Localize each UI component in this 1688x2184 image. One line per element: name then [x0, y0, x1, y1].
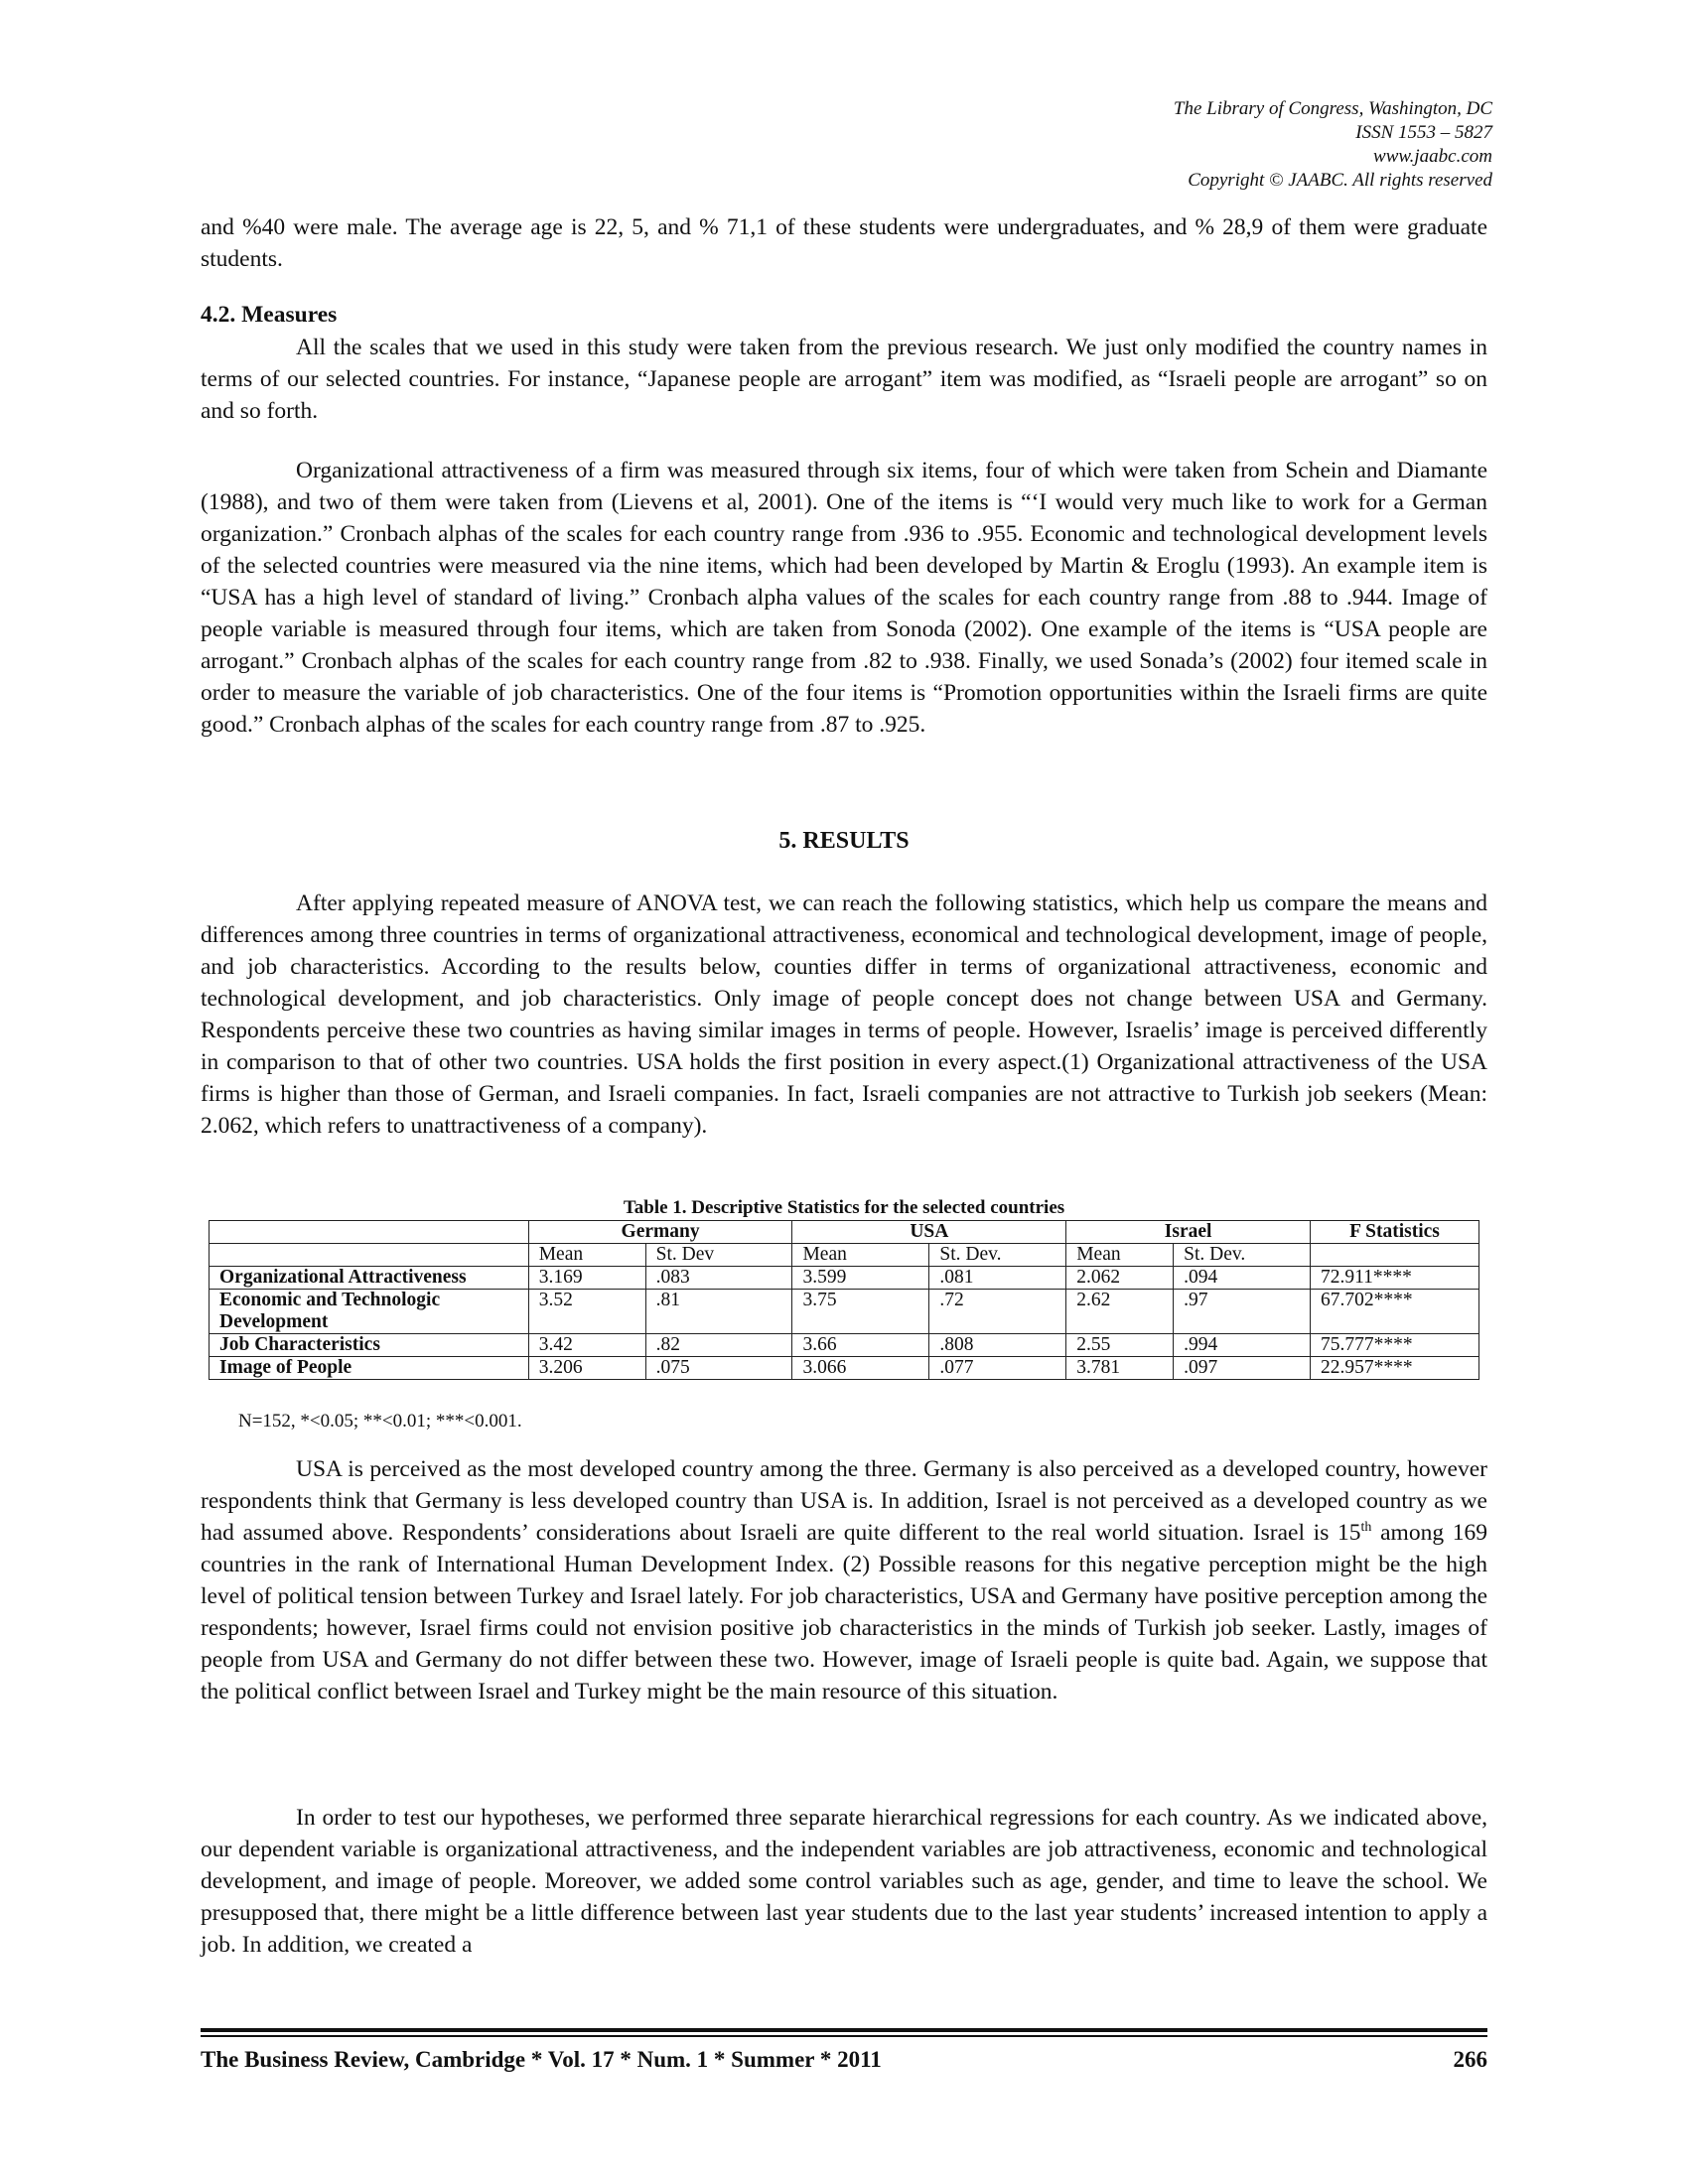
table-row-label: Economic and Technologic Development — [210, 1290, 529, 1334]
paragraph-intro-continued: and %40 were male. The average age is 22, 5, and % 71,1 of these students were undergraduates, and % 28,9 of them were graduate students. — [201, 214, 1487, 272]
header-publisher: The Library of Congress, Washington, DC — [1173, 98, 1492, 119]
table-cell: 75.777**** — [1311, 1334, 1479, 1357]
footer-rule-thick — [201, 2028, 1487, 2032]
table-cell: .075 — [645, 1357, 792, 1380]
footer-journal-info: The Business Review, Cambridge * Vol. 17 * Num. 1 * Summer * 2011 — [201, 2047, 882, 2072]
table-cell: .094 — [1174, 1267, 1311, 1290]
table-cell: .82 — [645, 1334, 792, 1357]
table-cell: 72.911**** — [1311, 1267, 1479, 1290]
table-cell: .72 — [929, 1290, 1066, 1334]
footer-rule-thin — [201, 2035, 1487, 2037]
table-subheader: Mean — [528, 1244, 645, 1267]
table-cell: .081 — [929, 1267, 1066, 1290]
table-group-germany: Germany — [528, 1221, 792, 1244]
header-issn: ISSN 1553 – 5827 — [1355, 122, 1492, 143]
table-group-israel: Israel — [1066, 1221, 1311, 1244]
header-copyright: Copyright © JAABC. All rights reserved — [1188, 170, 1492, 191]
table-row-label: Organizational Attractiveness — [210, 1267, 529, 1290]
table-group-f-statistics: F Statistics — [1311, 1221, 1479, 1244]
table-group-usa: USA — [792, 1221, 1066, 1244]
paragraph-results-1: After applying repeated measure of ANOVA test, we can reach the following statistics, which help us compare the means and differences among three countries in terms of organizational attractiveness, economical and technological development, image of people, and job characteristics. According to the results below, counties differ in terms of organizational attractiveness, economic and technological development, and job characteristics. Only image of people concept does not change between USA and Germany. Respondents perceive these two countries as having similar images in terms of people. However, Israelis’ image is perceived differently in comparison to that of other two countries. USA holds the first position in every aspect.(1) Organizational attractiveness of the USA firms is higher than those of German, and Israeli companies. In fact, Israeli companies are not attractive to Turkish job seekers (Mean: 2.062, which refers to unattractiveness of a company). — [201, 890, 1487, 1139]
table-cell: 3.599 — [792, 1267, 929, 1290]
table-row-label: Job Characteristics — [210, 1334, 529, 1357]
table-group-header-row — [210, 1221, 1479, 1244]
table-row — [210, 1334, 1479, 1357]
table-cell: 3.781 — [1066, 1357, 1174, 1380]
table-subheader: Mean — [792, 1244, 929, 1267]
table-cell: 67.702**** — [1311, 1290, 1479, 1334]
table-cell: 2.062 — [1066, 1267, 1174, 1290]
descriptive-statistics-table — [209, 1220, 1479, 1380]
section-heading-results: 5. RESULTS — [778, 828, 910, 854]
table-subheader: St. Dev — [645, 1244, 792, 1267]
table-cell: .81 — [645, 1290, 792, 1334]
table-cell: 22.957**** — [1311, 1357, 1479, 1380]
table-cell: .077 — [929, 1357, 1066, 1380]
table-cell: 3.75 — [792, 1290, 929, 1334]
table-cell: 2.62 — [1066, 1290, 1174, 1334]
table-cell: .97 — [1174, 1290, 1311, 1334]
table-cell: 2.55 — [1066, 1334, 1174, 1357]
paragraph-results-3: In order to test our hypotheses, we performed three separate hierarchical regressions for each country. As we indicated above, our dependent variable is organizational attractiveness, and the independent variables are job attractiveness, economic and technological development, and image of people. Moreover, we added some control variables such as age, gender, and time to leave the school. We presupposed that, there might be a little difference between last year students due to the last year students’ increased intention to apply a job. In addition, we created a — [201, 1805, 1487, 1958]
table-row-label: Image of People — [210, 1357, 529, 1380]
table-subheader: St. Dev. — [1174, 1244, 1311, 1267]
paragraph-measures-1: All the scales that we used in this study were taken from the previous research. We just only modified the country names in terms of our selected countries. For instance, “Japanese people are arrogant” item was modified, as “Israeli people are arrogant” so on and so forth. — [201, 335, 1487, 424]
paragraph-results-2: USA is perceived as the most developed country among the three. Germany is also perceived as a developed country, however respondents think that Germany is less developed country than USA is. In addition, Israel is not perceived as a developed country as we had assumed above. Respondents’ considerations about Israeli are quite different to the real world situation. Israel is 15th among 169 countries in the rank of International Human Development Index. (2) Possible reasons for this negative perception might be the high level of political tension between Turkey and Israel lately. For job characteristics, USA and Germany have positive perception among the respondents; however, Israel firms could not envision positive job characteristics in the minds of Turkish job seeker. Lastly, images of people from USA and Germany do not differ between these two. However, image of Israeli people is quite bad. Again, we suppose that the political conflict between Israel and Turkey might be the main resource of this situation. — [201, 1456, 1487, 1705]
section-heading-measures: 4.2. Measures — [201, 302, 338, 328]
header-website: www.jaabc.com — [1373, 146, 1492, 167]
table-cell: 3.66 — [792, 1334, 929, 1357]
table-caption: Table 1. Descriptive Statistics for the selected countries — [623, 1197, 1065, 1218]
table-row — [210, 1290, 1479, 1334]
page-header — [1174, 97, 1492, 193]
page-number: 266 — [1453, 2047, 1487, 2072]
table-cell: 3.42 — [528, 1334, 645, 1357]
table-cell: .083 — [645, 1267, 792, 1290]
table-subheader: Mean — [1066, 1244, 1174, 1267]
table-subheader: St. Dev. — [929, 1244, 1066, 1267]
table-row — [210, 1357, 1479, 1380]
table-row — [210, 1267, 1479, 1290]
paragraph-measures-2: Organizational attractiveness of a firm was measured through six items, four of which were taken from Schein and Diamante (1988), and two of them were taken from (Lievens et al, 2001). One of the items is “‘I would very much like to work for a German organization.” Cronbach alphas of the scales for each country range from .936 to .955. Economic and technological development levels of the selected countries were measured via the nine items, which had been developed by Martin & Eroglu (1993). An example item is “USA has a high level of standard of living.” Cronbach alpha values of the scales for each country range from .88 to .944. Image of people variable is measured through four items, which are taken from Sonoda (2002). One example of the items is “USA people are arrogant.” Cronbach alphas of the scales for each country range from .82 to .938. Finally, we used Sonada’s (2002) four itemed scale in order to measure the variable of job characteristics. One of the four items is “Promotion opportunities within the Israeli firms are quite good.” Cronbach alphas of the scales for each country range from .87 to .925. — [201, 458, 1487, 738]
table-cell: 3.206 — [528, 1357, 645, 1380]
table-cell: .808 — [929, 1334, 1066, 1357]
table-cell: 3.52 — [528, 1290, 645, 1334]
table-corner-cell — [210, 1221, 529, 1244]
table-cell: 3.066 — [792, 1357, 929, 1380]
table-cell: 3.169 — [528, 1267, 645, 1290]
table-cell: .994 — [1174, 1334, 1311, 1357]
table-subheader-row — [210, 1244, 1479, 1267]
table-footnote: N=152, *<0.05; **<0.01; ***<0.001. — [238, 1411, 522, 1432]
table-cell: .097 — [1174, 1357, 1311, 1380]
